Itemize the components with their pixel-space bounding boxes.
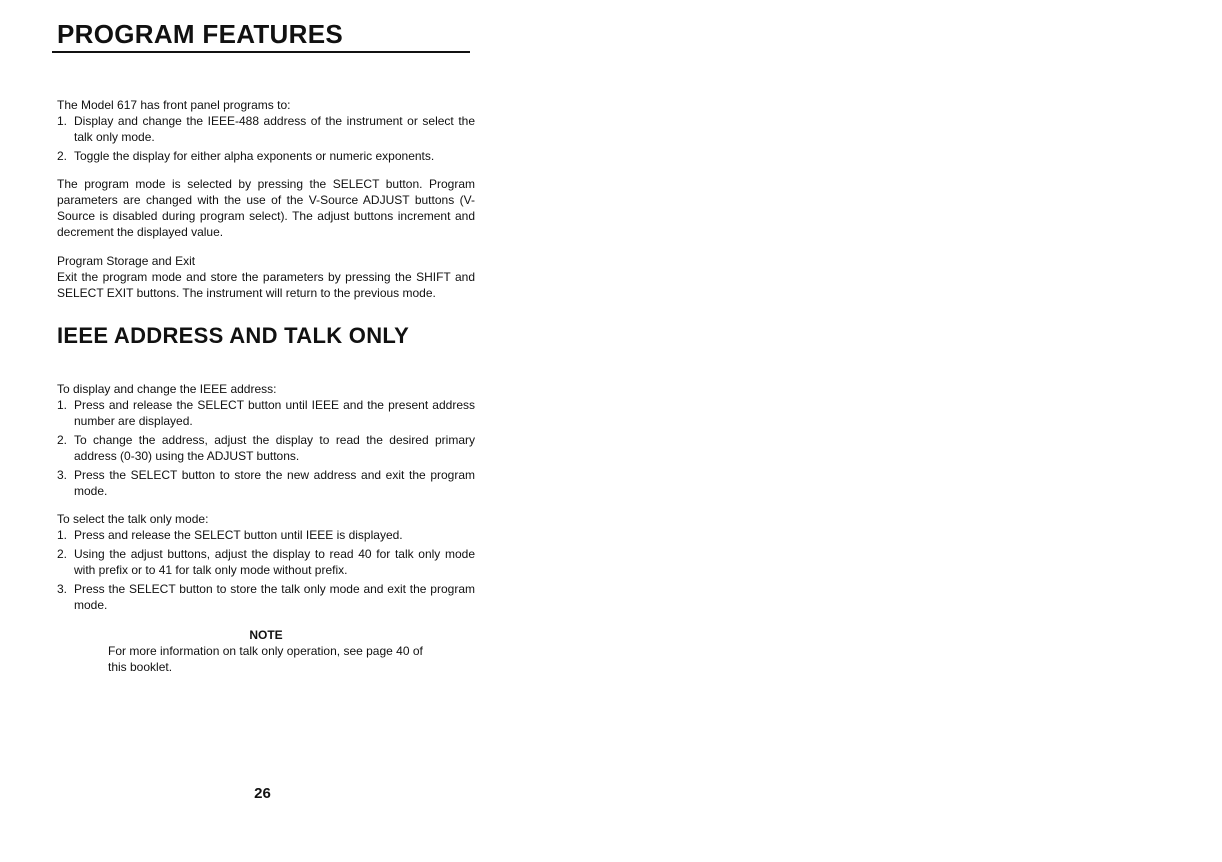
list-item-text: Display and change the IEEE-488 address of the instrument or select the talk only mode. — [74, 114, 475, 144]
list-item-number: 1. — [57, 528, 68, 542]
list-item-number: 3. — [57, 468, 68, 482]
list-item-text: Press and release the SELECT button until IEEE and the present address number are displayed. — [74, 398, 475, 428]
address-steps-list — [57, 397, 475, 499]
list-item — [57, 581, 475, 613]
list-item — [57, 148, 475, 164]
list-item — [57, 432, 475, 464]
list-item-text: Press and release the SELECT button until IEEE is displayed. — [74, 528, 403, 542]
program-features-intro: The Model 617 has front panel programs to: — [57, 98, 291, 112]
list-item-number: 2. — [57, 433, 68, 447]
list-item-text: Toggle the display for either alpha exponents or numeric exponents. — [74, 149, 435, 163]
list-item-text: To change the address, adjust the display to read the desired primary address (0-30) using the ADJUST buttons. — [74, 433, 475, 463]
list-item-number: 2. — [57, 149, 68, 163]
section-title-ieee-address: IEEE ADDRESS AND TALK ONLY — [57, 323, 410, 348]
list-item — [57, 467, 475, 499]
list-item-text: Press the SELECT button to store the talk only mode and exit the program mode. — [74, 582, 475, 612]
program-mode-paragraph: The program mode is selected by pressing the SELECT button. Program parameters are changed with the use of the V-Source ADJUST buttons (V-Source is disabled during program select). The adjust buttons increment and decrement the displayed value. — [57, 177, 475, 239]
section-title-program-features: PROGRAM FEATURES — [57, 19, 343, 49]
list-item — [57, 527, 475, 543]
program-features-list — [57, 113, 475, 164]
list-item-text: Press the SELECT button to store the new address and exit the program mode. — [74, 468, 475, 498]
list-item-number: 1. — [57, 114, 68, 128]
talk-only-intro: To select the talk only mode: — [57, 512, 209, 526]
list-item-text: Using the adjust buttons, adjust the display to read 40 for talk only mode with prefix or to 41 for talk only mode without prefix. — [74, 547, 475, 577]
storage-paragraph: Exit the program mode and store the parameters by pressing the SHIFT and SELECT EXIT buttons. The instrument will return to the previous mode. — [57, 270, 475, 300]
list-item-number: 1. — [57, 398, 68, 412]
list-item — [57, 397, 475, 429]
address-intro: To display and change the IEEE address: — [57, 382, 277, 396]
list-item-number: 3. — [57, 582, 68, 596]
note-text: For more information on talk only operation, see page 40 of this booklet. — [108, 644, 423, 674]
page-number: 26 — [254, 785, 271, 802]
note-heading: NOTE — [249, 628, 283, 642]
content-column — [57, 18, 475, 675]
talk-only-steps-list — [57, 527, 475, 613]
list-item-number: 2. — [57, 547, 68, 561]
storage-heading: Program Storage and Exit — [57, 254, 196, 268]
list-item — [57, 113, 475, 145]
title-underline — [52, 51, 470, 53]
list-item — [57, 546, 475, 578]
